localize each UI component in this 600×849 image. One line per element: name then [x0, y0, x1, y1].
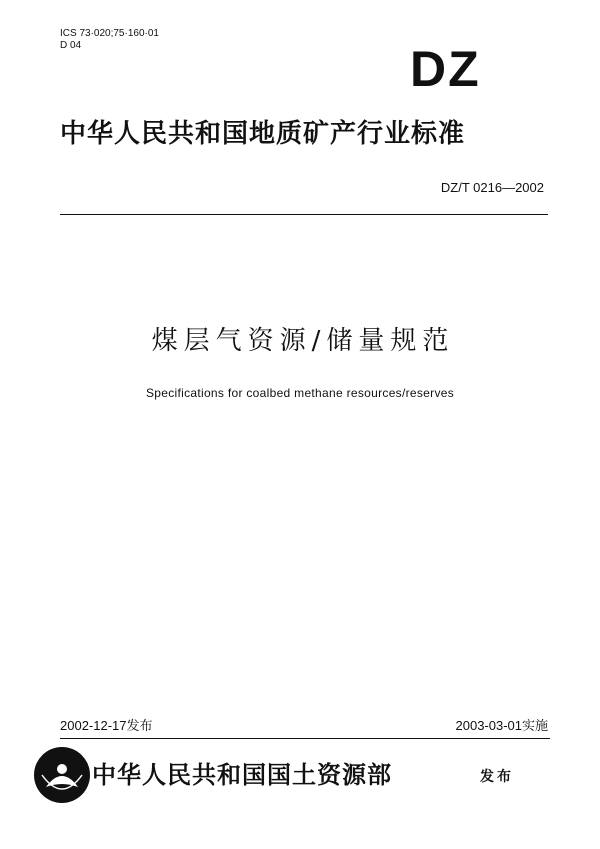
issue-date: 2002-12-17发布 [60, 718, 153, 733]
issue-label: 发布 [480, 769, 514, 785]
document-title-chinese: 煤层气资源/储量规范 [151, 326, 455, 356]
footer-divider [60, 738, 550, 739]
ccs-code: D 04 [60, 40, 82, 51]
issuing-authority: 中华人民共和国国土资源部 [92, 761, 392, 789]
ics-code: ICS 73·020;75·160·01 [60, 28, 159, 39]
standard-category-title: 中华人民共和国地质矿产行业标准 [60, 119, 466, 149]
document-title-english: Specifications for coalbed methane resources/reserves [145, 386, 455, 400]
implementation-date: 2003-03-01实施 [455, 718, 548, 733]
standard-number: DZ/T 0216—2002 [440, 180, 544, 195]
ministry-emblem-icon [32, 745, 92, 805]
header-divider [60, 214, 548, 215]
dz-logo: DZ [410, 41, 481, 97]
